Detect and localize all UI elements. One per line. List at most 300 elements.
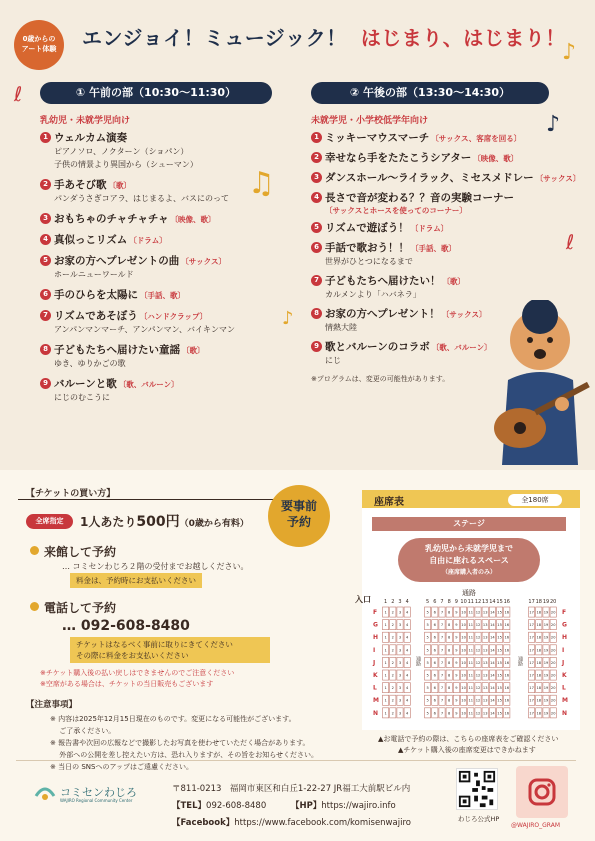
- program-item: [40, 211, 280, 226]
- seat-number: 2: [391, 610, 394, 615]
- seat-number: 9: [455, 673, 458, 678]
- seat-number: 17: [529, 711, 534, 716]
- seat-number: 19: [543, 660, 549, 665]
- seat-number: 12: [475, 635, 481, 640]
- item-tag: 〔映像、歌〕: [473, 154, 519, 163]
- item-title-text: 子どもたちへ届けたい童謡: [54, 344, 180, 356]
- seat-column-label: 1: [384, 599, 388, 605]
- item-number-badge: 6: [40, 289, 51, 300]
- note-item: ご了承ください。: [50, 727, 116, 735]
- seat-number: 2: [391, 711, 394, 716]
- seat-row-label: J: [373, 659, 376, 667]
- seat-column-label: 4: [405, 599, 409, 605]
- item-number-badge: 4: [311, 192, 322, 203]
- note-item: 外部への公開を差し控えたい方は、恐れ入りますが、その旨をお知らせください。: [50, 751, 319, 759]
- item-title-text: 幸せなら手をたたこうシアター: [325, 152, 472, 164]
- seat-number: 16: [504, 673, 510, 678]
- seat-number: 5: [426, 635, 429, 640]
- seat-column-label: 9: [454, 599, 458, 605]
- seat-total-badge: 全180席: [508, 494, 562, 506]
- phone-method: [44, 599, 116, 616]
- seat-number: 20: [550, 711, 556, 716]
- seat-number: 14: [490, 711, 495, 716]
- seat-number: 6: [433, 673, 436, 678]
- item-number-badge: 4: [40, 234, 51, 245]
- seat-number: 8: [448, 623, 451, 628]
- item-title-text: おもちゃのチャチャチャ: [54, 213, 169, 225]
- item-title: [325, 150, 571, 165]
- free-line-2: 自由に座れるスペース: [429, 556, 509, 565]
- phone-note-2: その際に料金をお支払いください: [76, 651, 189, 660]
- item-detail: 子供の情景より異国から（シューマン）: [54, 160, 198, 169]
- seat-number: 15: [497, 711, 502, 716]
- seat-number: 9: [455, 698, 458, 703]
- seat-number: 3: [398, 610, 402, 615]
- notes-heading: 【注意事項】: [26, 700, 78, 710]
- tel-number[interactable]: 092-608-8480: [206, 801, 267, 811]
- seat-number: 10: [461, 673, 466, 678]
- seat-number: 13: [482, 686, 488, 691]
- seat-row-label: J: [562, 659, 565, 667]
- seat-number: 16: [504, 623, 510, 628]
- seat-number: 8: [448, 610, 451, 615]
- walkin-detail: … コミセンわじろ２階の受付までお越しください。: [62, 562, 249, 571]
- seat-number: 14: [490, 698, 495, 703]
- seat-number: 9: [455, 686, 458, 691]
- seat-column-label: 17: [528, 599, 535, 605]
- seat-number: 12: [475, 711, 481, 716]
- seat-number: 7: [440, 698, 444, 703]
- phone-pickup-note: [70, 637, 270, 663]
- seat-column-label: 13: [482, 599, 489, 605]
- seat-number: 9: [455, 648, 458, 653]
- badge-line-2: アート体験: [21, 45, 57, 53]
- seat-number: 14: [490, 623, 495, 628]
- facebook-label: 【Facebook】: [172, 818, 235, 828]
- age-badge: [14, 20, 64, 70]
- seat-number: 2: [391, 660, 394, 665]
- item-tag: 〔ハンドクラップ〕: [139, 312, 208, 321]
- seat-number: 14: [490, 673, 495, 678]
- seat-number: 17: [529, 660, 534, 665]
- item-detail: ゆき、ゆりかごの歌: [54, 359, 126, 368]
- seat-number: 8: [448, 660, 451, 665]
- qr-caption: わじろ公式HP: [458, 815, 500, 823]
- item-title-text: リズムで遊ぼう！: [325, 222, 409, 234]
- walkin-method: [44, 543, 116, 560]
- item-detail: にじ: [325, 356, 341, 365]
- item-number-badge: 1: [311, 132, 322, 143]
- refund-note: ※チケット購入後の払い戻しはできませんのでご注意ください: [40, 669, 235, 677]
- bullet-icon: [30, 546, 39, 555]
- stage: ステージ: [372, 517, 566, 531]
- seat-number: 19: [543, 623, 549, 628]
- afternoon-heading: ② 午後の部（13:30〜14:30）: [311, 82, 549, 104]
- item-number-badge: 9: [40, 378, 51, 389]
- price-value: 500円: [136, 514, 180, 530]
- item-title-text: 手話で歌おう！！: [325, 242, 409, 254]
- morning-heading: ① 午前の部（10:30〜11:30）: [40, 82, 272, 104]
- program-item: [40, 253, 280, 281]
- seat-number: 15: [497, 623, 502, 628]
- seat-number: 19: [543, 635, 549, 640]
- seat-number: 7: [440, 686, 444, 691]
- seat-number: 12: [475, 648, 481, 653]
- seat-number: 19: [543, 648, 549, 653]
- seat-number: 1: [384, 711, 387, 716]
- seat-number: 3: [398, 635, 402, 640]
- sameday-note: ※空席がある場合は、チケットの当日販売もございます: [40, 680, 214, 688]
- item-detail: カルメンより「ハバネラ」: [325, 290, 421, 299]
- item-tag: 〔歌、バルーン〕: [118, 380, 179, 389]
- program-change-note: ※プログラムは、変更の可能性があります。: [311, 375, 450, 383]
- facebook-line: [172, 816, 411, 828]
- free-line-3: （座席購入者のみ）: [441, 569, 496, 576]
- address: 〒811-0213 福岡市東区和白丘1-22-27 JR福工大前駅ビル内: [172, 784, 411, 794]
- item-tag: 〔歌〕: [108, 181, 131, 190]
- seat-number: 12: [475, 623, 481, 628]
- seat-number: 12: [475, 610, 481, 615]
- seat-number: 15: [497, 660, 502, 665]
- seat-number: 2: [391, 635, 394, 640]
- seat-column-label: 20: [550, 599, 557, 605]
- seat-number: 14: [490, 610, 495, 615]
- seat-number: 18: [536, 660, 542, 665]
- item-title-text: 真似っこリズム: [54, 234, 128, 246]
- swirl-icon: ℓ: [14, 82, 23, 106]
- seat-number: 5: [426, 623, 429, 628]
- seat-number: 17: [529, 635, 534, 640]
- seat-number: 16: [504, 635, 510, 640]
- seat-row-label: M: [373, 697, 379, 705]
- seat-number: 2: [391, 648, 394, 653]
- seat-number: 13: [482, 698, 488, 703]
- seat-number: 18: [536, 673, 542, 678]
- seat-number: 11: [468, 660, 474, 665]
- seat-number: 16: [504, 711, 510, 716]
- seat-number: 7: [440, 673, 444, 678]
- seat-number: 10: [461, 635, 466, 640]
- event-title: [82, 22, 566, 51]
- seat-column-label: 6: [433, 599, 437, 605]
- seat-number: 9: [455, 610, 458, 615]
- seat-row-label: H: [562, 634, 568, 642]
- item-title-text: お家の方へプレゼント！: [325, 308, 440, 320]
- item-number-badge: 3: [40, 213, 51, 224]
- seat-row-label: K: [373, 672, 378, 679]
- seat-row-label: F: [562, 609, 567, 616]
- seat-number: 19: [543, 698, 549, 703]
- seat-number: 3: [398, 660, 402, 665]
- seat-number: 1: [384, 686, 387, 691]
- seat-number: 8: [448, 673, 451, 678]
- phone-number: … 092-608-8480: [62, 618, 190, 634]
- aisle-label: 通路: [517, 656, 523, 666]
- seat-number: 4: [406, 610, 409, 615]
- title-main: エンジョイ！ミュージック！: [82, 26, 347, 50]
- seat-number: 14: [490, 686, 495, 691]
- program-item: [311, 170, 581, 185]
- seat-number: 14: [490, 635, 495, 640]
- seat-number: 15: [497, 648, 502, 653]
- seat-number: 15: [497, 610, 502, 615]
- seat-number: 17: [529, 648, 534, 653]
- item-detail: ピアノソロ、ノクターン（ショパン）: [54, 147, 189, 156]
- item-number-badge: 2: [40, 179, 51, 190]
- seat-number: 8: [448, 635, 451, 640]
- price: [80, 511, 249, 531]
- seat-number: 11: [468, 623, 474, 628]
- seat-number: 4: [406, 648, 409, 653]
- seat-row-label: I: [562, 646, 565, 654]
- seat-number: 8: [448, 686, 451, 691]
- seat-number: 11: [468, 648, 474, 653]
- item-title-text: お家の方へプレゼントの曲: [54, 255, 180, 267]
- seat-number: 1: [384, 635, 387, 640]
- music-note-icon: ♪: [546, 112, 561, 137]
- item-detail: 世界がひとつになるまで: [325, 257, 413, 266]
- seat-number: 2: [391, 673, 394, 678]
- seat-grid: [370, 596, 570, 722]
- item-tag: 〔手話、歌〕: [140, 291, 185, 300]
- item-number-badge: 8: [311, 308, 322, 319]
- aisle-label: 通路: [415, 656, 421, 666]
- walkin-payment-note: 料金は、予約時にお支払いください: [70, 573, 202, 588]
- seat-row-label: G: [562, 621, 567, 629]
- seat-number: 10: [461, 686, 466, 691]
- seat-number: 12: [475, 686, 481, 691]
- seat-column-label: 3: [398, 599, 402, 605]
- item-title: [325, 170, 581, 185]
- program-item: [40, 177, 280, 205]
- seat-number: 17: [529, 686, 534, 691]
- instagram-handle: @WAJIRO_GRAM: [511, 822, 560, 829]
- seat-number: 7: [440, 635, 444, 640]
- item-title: [54, 177, 280, 192]
- seat-number: 16: [504, 610, 510, 615]
- seat-column-label: 12: [474, 599, 482, 605]
- item-title-text: ダンスホール〜ライラック、ミセスメドレー: [325, 172, 534, 184]
- item-number-badge: 5: [311, 222, 322, 233]
- aisle-label: 通路: [462, 589, 476, 597]
- seat-number: 11: [468, 711, 474, 716]
- music-note-icon: ♪: [282, 308, 294, 329]
- item-title-text: リズムであそぼう: [54, 310, 138, 322]
- logo-mark-icon: [34, 784, 56, 802]
- seat-number: 5: [426, 660, 429, 665]
- item-detail: アンパンマンマーチ、アンパンマン、バイキンマン: [54, 325, 235, 334]
- program-item: [311, 130, 571, 145]
- seat-number: 20: [550, 660, 556, 665]
- item-title-text: ミッキーマウスマーチ: [325, 132, 430, 144]
- seating-caption-1: ▲お電話で予約の際は、こちらの座席表をご確認ください: [378, 735, 559, 743]
- seat-number: 17: [529, 610, 534, 615]
- reserve-line-1: 要事前: [280, 499, 317, 513]
- seat-number: 19: [543, 686, 549, 691]
- item-number-badge: 9: [311, 341, 322, 352]
- note-item: ※ 当日の SNSへのアップはご遠慮ください。: [50, 763, 193, 771]
- item-title-text: バルーンと歌: [54, 378, 117, 390]
- price-suffix: （0歳から有料）: [179, 519, 249, 529]
- seat-column-label: 14: [489, 599, 496, 605]
- item-number-badge: 2: [311, 152, 322, 163]
- music-note-icon: ♫: [248, 166, 275, 201]
- badge-line-1: 0歳からの: [22, 35, 56, 43]
- seat-column-label: 18: [535, 599, 542, 605]
- seating-title: 座席表: [374, 497, 404, 508]
- seat-number: 19: [543, 711, 549, 716]
- hp-link[interactable]: https://wajiro.info: [321, 801, 396, 811]
- seat-number: 16: [504, 698, 510, 703]
- item-tag: 〔サックス、客席を回る〕: [431, 134, 522, 143]
- seat-type-badge: 全席指定: [26, 514, 73, 529]
- seat-number: 17: [529, 698, 534, 703]
- seat-number: 8: [448, 648, 451, 653]
- item-title: [54, 130, 280, 145]
- program-item: [40, 376, 280, 404]
- seat-number: 11: [468, 610, 474, 615]
- item-tag: 〔サックス〕: [535, 174, 581, 183]
- seat-row-label: K: [562, 672, 567, 679]
- seat-number: 6: [433, 648, 436, 653]
- seat-number: 20: [550, 673, 556, 678]
- item-title: [325, 220, 571, 235]
- seat-number: 6: [433, 635, 436, 640]
- seat-number: 20: [550, 698, 556, 703]
- item-title: [54, 232, 280, 247]
- item-number-badge: 3: [311, 172, 322, 183]
- seat-number: 3: [398, 648, 402, 653]
- seat-number: 17: [529, 623, 534, 628]
- item-title-text: 子どもたちへ届けたい！: [325, 275, 441, 287]
- seat-number: 1: [384, 610, 387, 615]
- seat-number: 3: [398, 673, 402, 678]
- seat-number: 7: [440, 711, 444, 716]
- seat-number: 5: [426, 673, 429, 678]
- seat-number: 19: [543, 610, 549, 615]
- seat-number: 17: [529, 673, 534, 678]
- item-title-text: 手のひらを太陽に: [54, 289, 138, 301]
- seat-number: 1: [384, 623, 387, 628]
- note-item: ※ 内容は2025年12月15日現在のものです。変更になる可能性がございます。: [50, 715, 296, 723]
- item-title: [325, 273, 571, 288]
- seat-number: 18: [536, 698, 542, 703]
- seat-number: 14: [490, 648, 495, 653]
- walkin-title: 来館して予約: [44, 545, 117, 559]
- seat-number: 1: [384, 648, 387, 653]
- logo-name: コミセンわじろ: [60, 786, 137, 799]
- seat-number: 4: [406, 673, 409, 678]
- item-title: [325, 190, 571, 205]
- seat-number: 8: [448, 711, 451, 716]
- item-tag: 〔ドラム〕: [129, 236, 167, 245]
- seat-number: 5: [426, 711, 429, 716]
- seat-number: 12: [475, 673, 481, 678]
- seat-number: 5: [426, 610, 429, 615]
- seat-number: 11: [468, 698, 474, 703]
- seat-number: 15: [497, 698, 502, 703]
- seat-row-label: H: [373, 634, 379, 642]
- seat-row-label: L: [373, 684, 377, 692]
- seat-number: 13: [482, 635, 488, 640]
- item-title: [54, 376, 280, 391]
- seat-number: 6: [433, 660, 436, 665]
- program-item: [311, 273, 571, 301]
- bullet-icon: [30, 602, 39, 611]
- divider: [18, 499, 273, 500]
- seat-number: 7: [440, 648, 444, 653]
- seat-number: 14: [490, 660, 495, 665]
- hp-label: 【HP】: [290, 801, 322, 811]
- item-tag: 〔手話、歌〕: [411, 244, 456, 253]
- item-tag: 〔歌、バルーン〕: [431, 343, 492, 352]
- seat-number: 2: [391, 686, 394, 691]
- seat-number: 6: [433, 623, 436, 628]
- seat-number: 8: [448, 698, 451, 703]
- seat-number: 1: [384, 673, 387, 678]
- item-title: [54, 253, 280, 268]
- seat-number: 10: [461, 711, 466, 716]
- seat-number: 5: [426, 648, 429, 653]
- item-tag: 〔サックス〕: [181, 257, 227, 266]
- item-tag: 〔ドラム〕: [410, 224, 449, 233]
- seat-number: 4: [406, 660, 409, 665]
- seat-number: 13: [482, 660, 488, 665]
- logo-subtitle: WAJIRO Regional Community Center: [60, 798, 133, 803]
- seat-number: 7: [440, 610, 444, 615]
- item-tag: 〔映像、歌〕: [170, 215, 216, 224]
- morning-audience: 乳幼児・未就学児向け: [40, 116, 131, 126]
- item-title: [54, 342, 280, 357]
- item-tag: 〔歌〕: [182, 346, 205, 355]
- seat-number: 18: [536, 711, 542, 716]
- item-tag: 〔歌〕: [442, 277, 465, 286]
- seat-number: 10: [461, 623, 466, 628]
- seat-number: 13: [482, 711, 488, 716]
- program-item: [311, 190, 571, 216]
- item-number-badge: 1: [40, 132, 51, 143]
- seat-number: 9: [455, 635, 458, 640]
- seat-number: 3: [398, 711, 402, 716]
- seat-number: 16: [504, 660, 510, 665]
- item-note: 〔サックスとホースを使ってのコーナー〕: [325, 206, 467, 215]
- seat-column-label: 19: [542, 599, 550, 605]
- afternoon-audience: 未就学児・小学校低学年向け: [311, 116, 429, 126]
- facebook-link[interactable]: https://www.facebook.com/komisenwajiro: [234, 818, 411, 828]
- tel-label: 【TEL】: [172, 801, 207, 811]
- seat-number: 19: [543, 673, 549, 678]
- seat-number: 4: [406, 698, 409, 703]
- seat-column-label: 15: [496, 599, 503, 605]
- free-seating-area: [398, 538, 540, 582]
- item-title-text: ウェルカム演奏: [54, 132, 128, 144]
- program-item: [311, 240, 571, 268]
- notes-list: [50, 713, 318, 773]
- item-detail: にじのむこうに: [54, 393, 110, 402]
- seat-number: 18: [536, 623, 542, 628]
- program-item: [40, 308, 280, 336]
- seat-number: 4: [406, 686, 409, 691]
- instagram-qr[interactable]: [516, 766, 568, 818]
- seat-row-label: G: [373, 621, 378, 629]
- program-item: [311, 220, 571, 235]
- music-note-icon: ♪: [562, 40, 577, 65]
- qr-code-icon[interactable]: [456, 768, 498, 810]
- seat-number: 20: [550, 610, 556, 615]
- seat-number: 6: [433, 610, 436, 615]
- item-title-text: 手あそび歌: [54, 179, 107, 191]
- seat-row-label: L: [562, 684, 566, 692]
